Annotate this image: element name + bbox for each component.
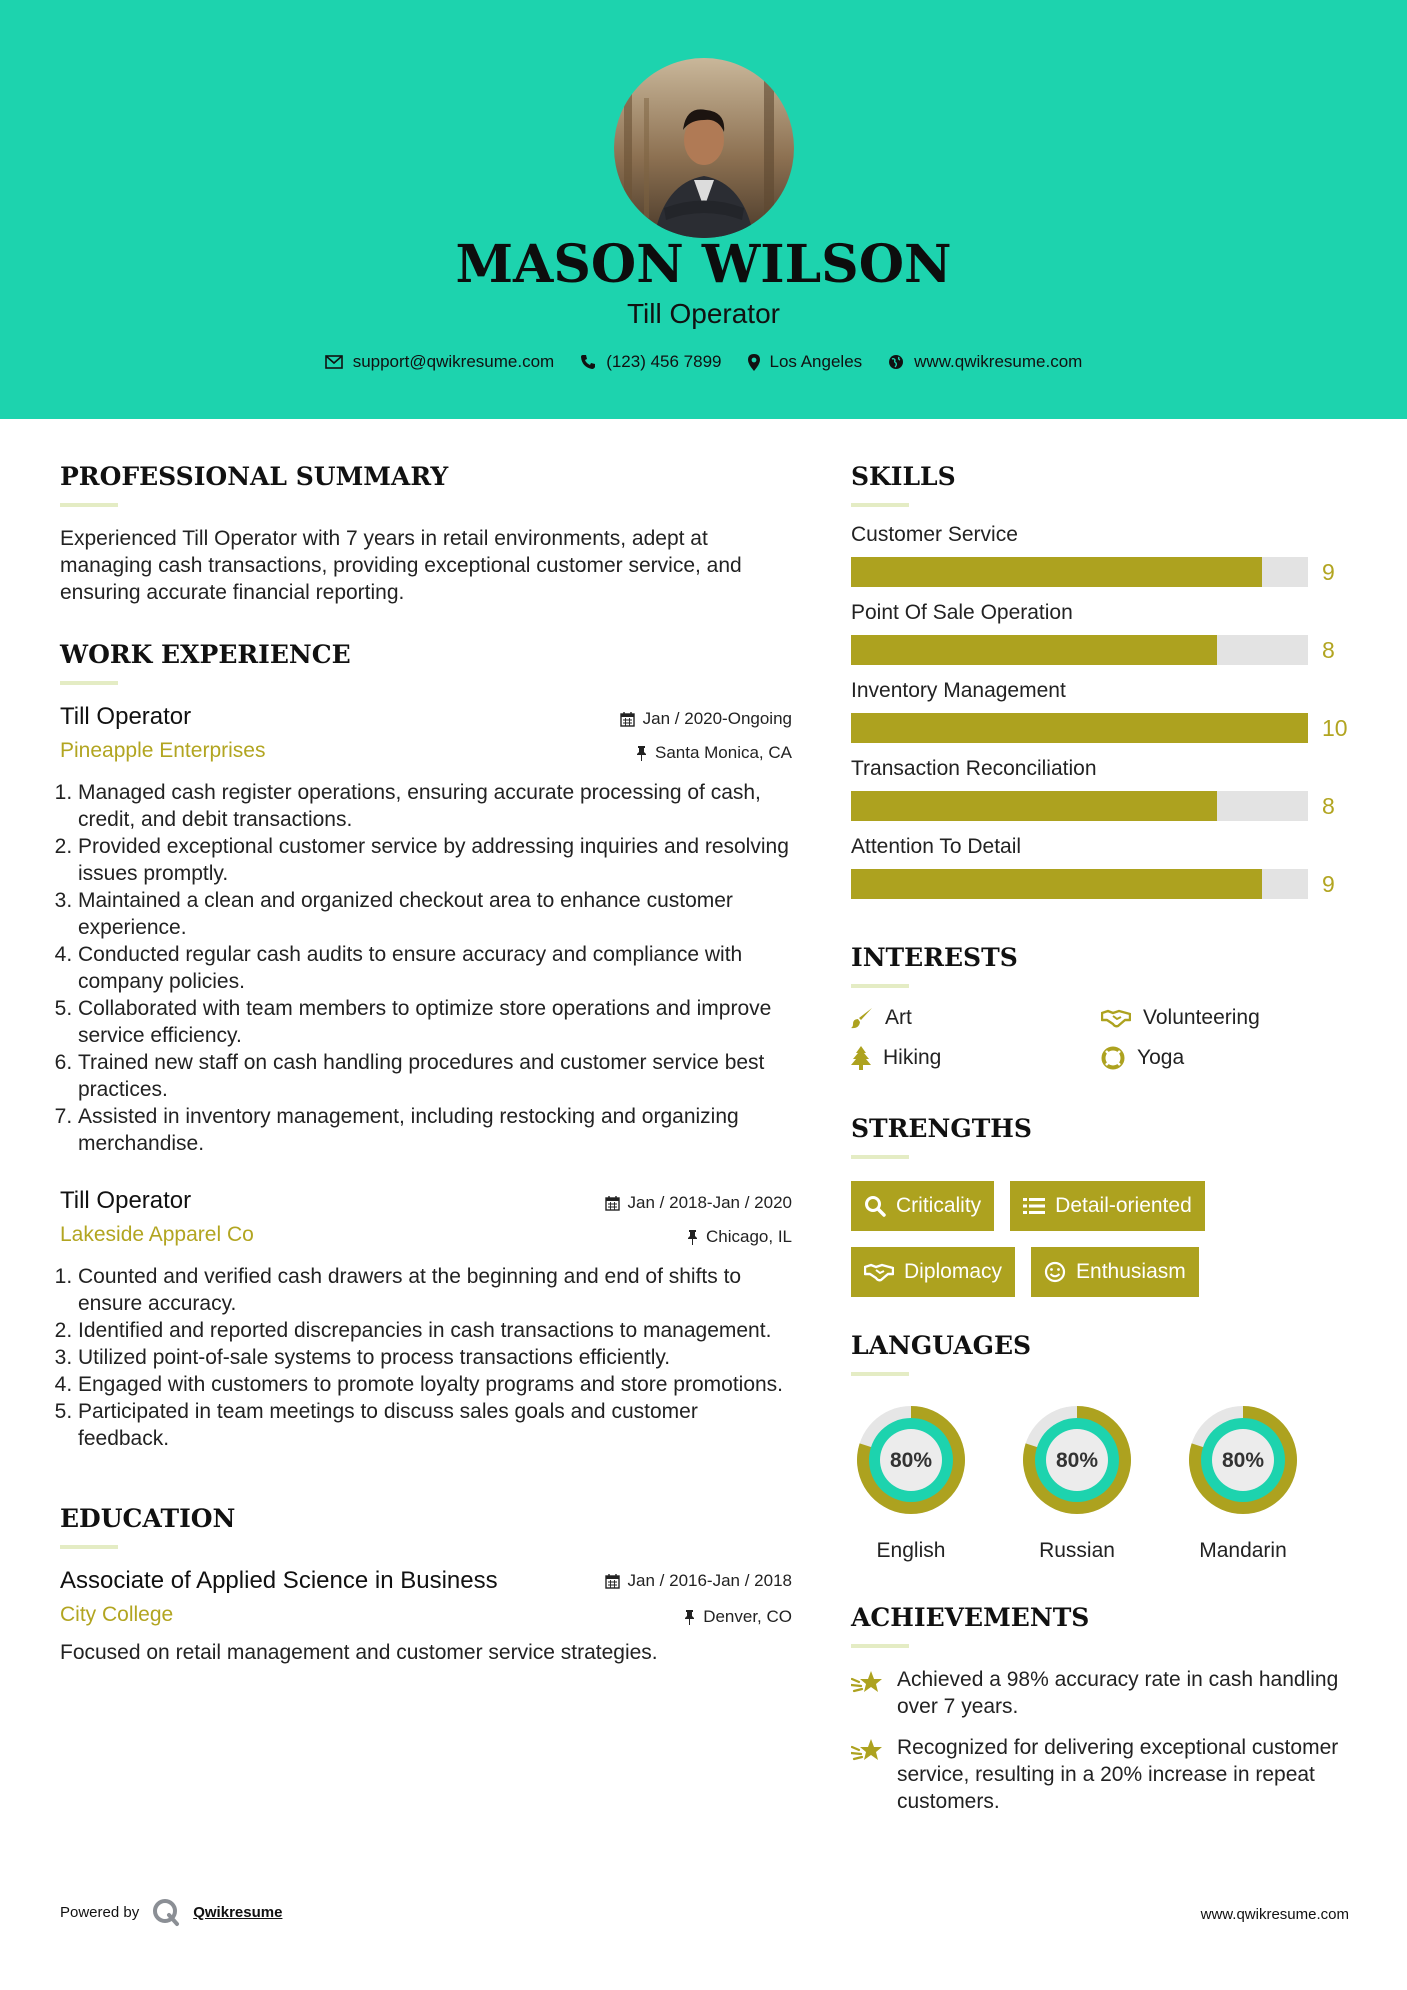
strength-label: Detail-oriented — [1055, 1194, 1192, 1217]
language-percent: 80% — [1221, 1449, 1265, 1472]
list-icon — [1023, 1197, 1045, 1215]
interest-label: Hiking — [883, 1046, 942, 1069]
strength-label: Enthusiasm — [1076, 1260, 1186, 1283]
language-item — [1017, 1400, 1137, 1563]
skill-item — [851, 523, 1351, 587]
language-item — [851, 1400, 971, 1563]
list-item: 1. Managed cash register operations, ensuring accurate processing of cash, credit, and debit transactions. — [78, 779, 792, 833]
interest-label: Art — [885, 1006, 912, 1029]
location-text: Los Angeles — [769, 352, 863, 371]
interest-item — [1101, 1046, 1351, 1070]
skill-label: Attention To Detail — [851, 835, 1022, 858]
interest-label: Yoga — [1137, 1046, 1185, 1069]
skill-item — [851, 835, 1351, 899]
language-name: Russian — [1039, 1539, 1115, 1562]
language-percent: 80% — [1055, 1449, 1099, 1472]
skill-fill — [851, 791, 1217, 821]
list-item: 1. Counted and verified cash drawers at the beginning and end of shifts to ensure accuracy. — [78, 1263, 792, 1317]
phone-text: (123) 456 7899 — [606, 352, 722, 371]
interest-label: Volunteering — [1143, 1006, 1260, 1029]
pushpin-icon — [687, 1230, 698, 1245]
company-name: Lakeside Apparel Co — [60, 1223, 254, 1246]
skill-label: Inventory Management — [851, 679, 1066, 702]
degree-title: Associate of Applied Science in Business — [60, 1567, 498, 1594]
language-ring — [1017, 1400, 1137, 1520]
education-section — [60, 1504, 792, 1666]
footer-powered-by — [60, 1897, 282, 1927]
strengths-section — [851, 1114, 1351, 1297]
section-heading: ACHIEVEMENTS — [851, 1603, 1090, 1632]
section-heading: LANGUAGES — [851, 1331, 1032, 1360]
education-date: Jan / 2016-Jan / 2018 — [605, 1571, 792, 1591]
heading-underline — [851, 1372, 909, 1376]
strength-label: Criticality — [896, 1194, 982, 1217]
skill-label: Point Of Sale Operation — [851, 601, 1073, 624]
brand-link[interactable]: Qwikresume — [193, 1903, 283, 1921]
list-item: 2. Provided exceptional customer service by addressing inquiries and resolving issues promptly. — [78, 833, 792, 887]
interest-item — [1101, 1006, 1351, 1030]
job-location: Chicago, IL — [687, 1227, 792, 1247]
qwikresume-logo-icon — [151, 1897, 181, 1927]
skills-section — [851, 462, 1351, 899]
list-item: 3. Maintained a clean and organized checkout area to enhance customer experience. — [78, 887, 792, 941]
section-heading: SKILLS — [851, 462, 956, 491]
header-banner — [0, 0, 1407, 419]
education-description: Focused on retail management and customer service strategies. — [60, 1641, 658, 1664]
powered-by-text: Powered by — [60, 1903, 140, 1921]
section-heading: STRENGTHS — [851, 1114, 1032, 1143]
skill-fill — [851, 713, 1308, 743]
education-location: Denver, CO — [684, 1607, 792, 1627]
section-heading: INTERESTS — [851, 943, 1018, 972]
shooting-star-icon — [851, 1669, 883, 1697]
heading-underline — [60, 503, 118, 507]
email-text: support@qwikresume.com — [352, 352, 555, 371]
languages-section — [851, 1331, 1351, 1563]
achievement-item — [851, 1666, 1351, 1720]
pushpin-icon — [636, 746, 647, 761]
heading-underline — [851, 1644, 909, 1648]
skill-value: 10 — [1322, 715, 1348, 741]
heading-underline — [60, 681, 118, 685]
list-item: 7. Assisted in inventory management, including restocking and organizing merchandise. — [78, 1103, 792, 1157]
strength-chip — [851, 1247, 1015, 1297]
list-item: 3. Utilized point-of-sale systems to process transactions efficiently. — [78, 1344, 792, 1371]
footer-website[interactable]: www.qwikresume.com — [1200, 1906, 1349, 1923]
contact-email[interactable] — [325, 352, 555, 372]
list-item: 4. Engaged with customers to promote loyalty programs and store promotions. — [78, 1371, 792, 1398]
skill-label: Customer Service — [851, 523, 1018, 546]
section-heading: PROFESSIONAL SUMMARY — [60, 462, 449, 491]
skill-fill — [851, 557, 1262, 587]
company-name: Pineapple Enterprises — [60, 739, 266, 762]
list-item: 5. Participated in team meetings to discuss sales goals and customer feedback. — [78, 1398, 792, 1452]
interests-list — [851, 1006, 1351, 1070]
calendar-icon — [605, 1196, 620, 1211]
strength-chip — [1010, 1181, 1205, 1231]
strengths-list — [851, 1181, 1271, 1297]
pushpin-icon — [684, 1610, 695, 1625]
handshake-icon — [1101, 1008, 1131, 1028]
tree-icon — [851, 1046, 871, 1070]
contact-website[interactable] — [888, 352, 1082, 372]
contact-bar — [0, 352, 1407, 372]
heading-underline — [851, 1155, 909, 1159]
skill-label: Transaction Reconciliation — [851, 757, 1097, 780]
responsibility-list — [60, 1263, 792, 1452]
strength-chip — [1031, 1247, 1199, 1297]
language-ring — [1183, 1400, 1303, 1520]
achievement-text: Achieved a 98% accuracy rate in cash handling over 7 years. — [897, 1668, 1339, 1718]
skill-value: 9 — [1322, 559, 1335, 585]
job-entry — [60, 703, 792, 1157]
summary-text: Experienced Till Operator with 7 years in retail environments, adept at managing cash transactions, providing exceptional customer service, and ensuring accurate financial reporting. — [60, 527, 742, 604]
experience-section — [60, 640, 792, 1452]
website-text: www.qwikresume.com — [914, 352, 1083, 371]
candidate-title: Till Operator — [626, 298, 780, 329]
summary-section — [60, 462, 792, 606]
skill-item — [851, 757, 1351, 821]
job-title: Till Operator — [60, 1187, 192, 1214]
job-date: Jan / 2020-Ongoing — [620, 709, 792, 729]
achievement-text: Recognized for delivering exceptional customer service, resulting in a 20% increase in repeat customers. — [897, 1736, 1339, 1813]
heading-underline — [60, 1545, 118, 1549]
list-item: 2. Identified and reported discrepancies in cash transactions to management. — [78, 1317, 792, 1344]
map-pin-icon — [748, 354, 760, 371]
skills-list — [851, 523, 1351, 899]
education-entry — [60, 1567, 792, 1666]
heading-underline — [851, 984, 909, 988]
heading-underline — [851, 503, 909, 507]
section-heading: EDUCATION — [60, 1504, 236, 1533]
shooting-star-icon — [851, 1737, 883, 1765]
language-item — [1183, 1400, 1303, 1563]
search-icon — [864, 1195, 886, 1217]
handshake-icon — [864, 1262, 894, 1282]
phone-icon — [580, 354, 596, 370]
skill-value: 9 — [1322, 871, 1335, 897]
section-heading: WORK EXPERIENCE — [60, 640, 351, 669]
smile-icon — [1044, 1261, 1066, 1283]
skill-fill — [851, 869, 1262, 899]
contact-location — [748, 352, 863, 372]
calendar-icon — [620, 712, 635, 727]
left-column — [60, 462, 792, 1666]
job-entry — [60, 1187, 792, 1452]
list-item: 6. Trained new staff on cash handling procedures and customer service best practices. — [78, 1049, 792, 1103]
interest-item — [851, 1046, 1101, 1070]
candidate-name: MASON WILSON — [455, 234, 952, 295]
strength-label: Diplomacy — [904, 1260, 1003, 1283]
language-percent: 80% — [889, 1449, 933, 1472]
skill-item — [851, 679, 1351, 743]
calendar-icon — [605, 1574, 620, 1589]
languages-list — [851, 1400, 1351, 1563]
school-name: City College — [60, 1603, 174, 1626]
responsibility-list — [60, 779, 792, 1157]
envelope-icon — [325, 355, 343, 369]
achievement-item — [851, 1734, 1351, 1815]
right-column — [851, 462, 1351, 1815]
job-title: Till Operator — [60, 703, 192, 730]
skill-fill — [851, 635, 1217, 665]
skill-value: 8 — [1322, 793, 1335, 819]
strength-chip — [851, 1181, 994, 1231]
language-ring — [851, 1400, 971, 1520]
language-name: Mandarin — [1199, 1539, 1287, 1562]
contact-phone[interactable] — [580, 352, 721, 372]
lifering-icon — [1101, 1046, 1125, 1070]
interests-section — [851, 943, 1351, 1070]
paintbrush-icon — [851, 1007, 873, 1029]
list-item: 4. Conducted regular cash audits to ensure accuracy and compliance with company policies. — [78, 941, 792, 995]
achievements-section — [851, 1603, 1351, 1815]
globe-icon — [888, 354, 904, 370]
language-name: English — [876, 1539, 946, 1562]
job-date: Jan / 2018-Jan / 2020 — [605, 1193, 792, 1213]
skill-item — [851, 601, 1351, 665]
skill-value: 8 — [1322, 637, 1335, 663]
list-item: 5. Collaborated with team members to optimize store operations and improve service efficiency. — [78, 995, 792, 1049]
interest-item — [851, 1006, 1101, 1030]
avatar — [614, 58, 794, 238]
job-location: Santa Monica, CA — [636, 743, 792, 763]
